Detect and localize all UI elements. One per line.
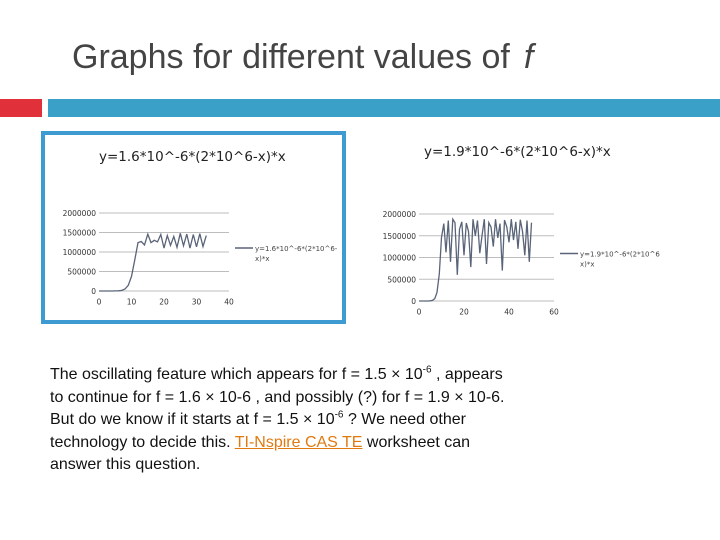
body-text-4: worksheet can answer this question. xyxy=(50,433,471,473)
chart-1-legend-label: x)*x xyxy=(255,255,270,263)
chart-2-series-line xyxy=(419,219,532,301)
chart-1-x-tick-label: 40 xyxy=(224,297,234,307)
chart-2-legend-label: y=1.9*10^-6*(2*10^6 xyxy=(580,250,660,259)
ti-nspire-link[interactable]: TI-Nspire CAS TE xyxy=(234,433,363,451)
chart-panel-2 xyxy=(360,136,700,326)
body-paragraph xyxy=(50,364,520,477)
chart-2-x-tick-label: 0 xyxy=(416,307,422,317)
chart-1-x-tick-label: 0 xyxy=(96,297,102,307)
chart-1-title: y=1.6*10^-6*(2*10^6-x)*x xyxy=(99,149,286,165)
chart-1-y-tick-label: 2000000 xyxy=(62,209,96,218)
chart-2-x-tick-label: 60 xyxy=(549,307,559,317)
chart-2-y-tick-label: 0 xyxy=(411,297,416,306)
chart-1-legend-label: y=1.6*10^-6*(2*10^6- xyxy=(255,245,338,253)
chart-1-x-tick-label: 20 xyxy=(159,297,169,307)
chart-2-x-tick-label: 20 xyxy=(459,307,469,317)
body-sup-2: -6 xyxy=(334,409,344,421)
body-sup-1: -6 xyxy=(422,364,432,376)
body-text-2: , appears to continue for f = 1.6 × 10-6 , and possibly (?) for f = 1.9 × 10-6. But do we know if it starts at f = 1.5 × 10 xyxy=(50,366,505,428)
chart-2-title: y=1.9*10^-6*(2*10^6-x)*x xyxy=(424,144,611,160)
chart-1-x-tick-label: 10 xyxy=(126,297,137,307)
chart-2-x-tick-label: 40 xyxy=(504,307,514,317)
slide-title-variable: f xyxy=(523,38,534,76)
chart-1-series-line xyxy=(99,233,206,291)
chart-1-y-tick-label: 1000000 xyxy=(62,248,96,257)
slide-title xyxy=(72,38,533,77)
chart-2-legend-label: x)*x xyxy=(580,260,595,269)
chart-1-y-tick-label: 0 xyxy=(91,287,96,296)
chart-2-svg xyxy=(360,136,700,326)
chart-2-y-tick-label: 500000 xyxy=(387,275,416,285)
accent-bar-blue xyxy=(48,99,720,117)
chart-2-y-tick-label: 1000000 xyxy=(382,253,416,263)
chart-2-y-tick-label: 2000000 xyxy=(382,210,416,219)
slide-title-text: Graphs for different values of xyxy=(72,38,510,76)
chart-1-y-tick-label: 500000 xyxy=(67,267,96,277)
body-text-1: The oscillating feature which appears for f = 1.5 × 10 xyxy=(50,366,423,383)
chart-1-svg xyxy=(45,135,342,320)
chart-1-y-tick-label: 1500000 xyxy=(62,228,96,238)
chart-1-x-tick-label: 30 xyxy=(191,297,202,307)
body-text-3: ? We need other technology to decide this. xyxy=(50,411,466,451)
chart-2-y-tick-label: 1500000 xyxy=(382,231,416,241)
chart-panel-1 xyxy=(41,131,346,324)
accent-bar-red xyxy=(0,99,42,117)
